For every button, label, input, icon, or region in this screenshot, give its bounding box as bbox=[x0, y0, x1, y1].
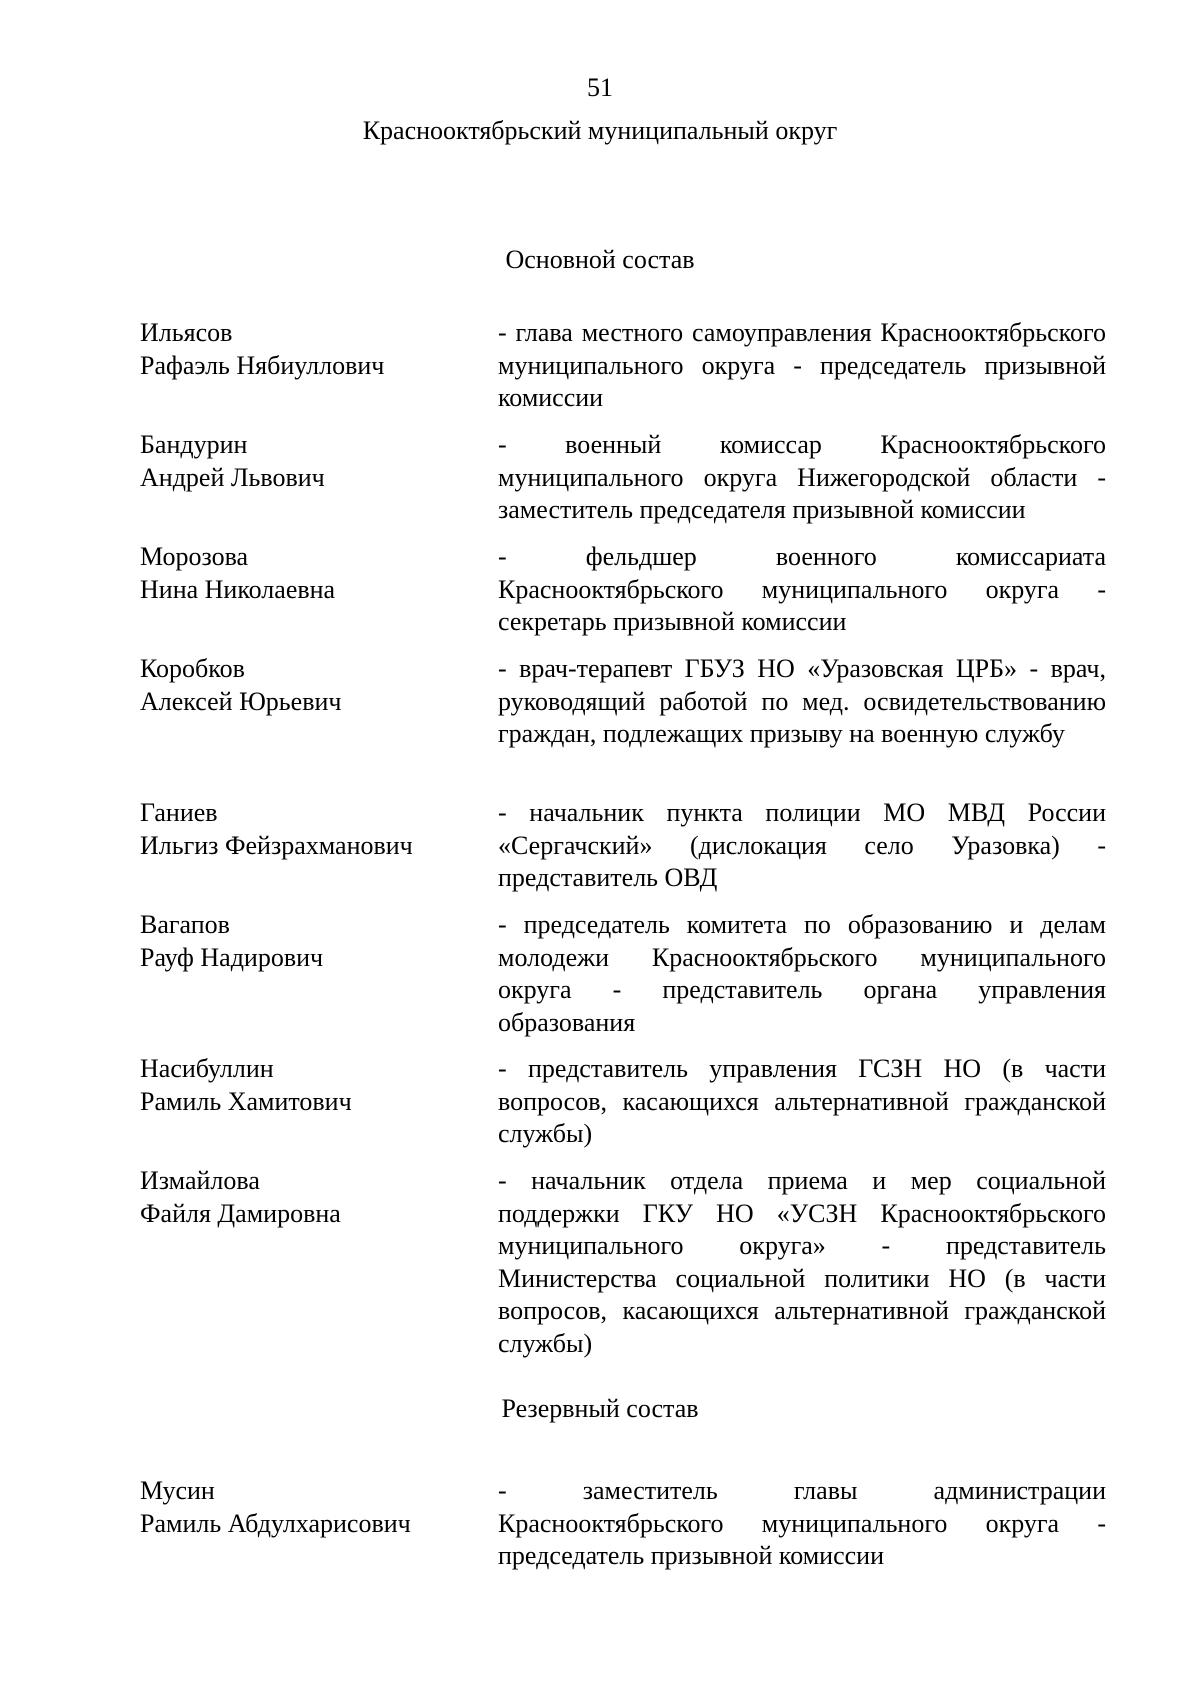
member-entry bbox=[140, 429, 1106, 527]
member-role: - заместитель главы администрации Краснооктябрьского муниципального округа - председатель призывной комиссии bbox=[498, 1476, 1106, 1570]
member-given-names: Рафаэль Нябиуллович bbox=[140, 350, 385, 380]
member-given-names: Андрей Львович bbox=[140, 462, 325, 492]
district-title: Краснооктябрьский муниципальный округ bbox=[362, 116, 838, 145]
member-name bbox=[140, 797, 498, 895]
member-role: - фельдшер военного комиссариата Краснооктябрьского муниципального округа - секретарь призывной комиссии bbox=[498, 542, 1106, 636]
member-name bbox=[140, 429, 498, 527]
member-surname: Коробков bbox=[140, 654, 245, 683]
member-role: - глава местного самоуправления Краснооктябрьского муниципального округа - председатель призывной комиссии bbox=[498, 318, 1106, 412]
member-surname: Ильясов bbox=[140, 318, 233, 347]
member-entry bbox=[140, 1165, 1106, 1360]
member-surname: Вагапов bbox=[140, 910, 230, 939]
member-role: - председатель комитета по образованию и делам молодежи Краснооктябрьского муниципального округа - представитель органа управления образования bbox=[498, 910, 1106, 1037]
member-given-names: Файля Дамировна bbox=[140, 1198, 341, 1228]
member-entry bbox=[140, 909, 1106, 1039]
member-entry bbox=[140, 653, 1106, 751]
member-name bbox=[140, 317, 498, 415]
member-role: - военный комиссар Краснооктябрьского муниципального округа Нижегородской области - заместитель председателя призывной комиссии bbox=[498, 430, 1106, 524]
member-name bbox=[140, 1475, 498, 1573]
member-role: - начальник пункта полиции МО МВД России «Сергачский» (дислокация село Уразовка) - представитель ОВД bbox=[498, 798, 1106, 892]
member-surname: Бандурин bbox=[140, 430, 248, 459]
member-name bbox=[140, 909, 498, 1039]
member-entry bbox=[140, 541, 1106, 639]
member-given-names: Рауф Надирович bbox=[140, 942, 324, 972]
member-given-names: Ильгиз Фейзрахманович bbox=[140, 830, 413, 860]
member-surname: Мусин bbox=[140, 1476, 215, 1505]
section-heading-main: Основной состав bbox=[505, 245, 695, 274]
member-name bbox=[140, 541, 498, 639]
member-surname: Насибуллин bbox=[140, 1054, 274, 1083]
member-name bbox=[140, 1165, 498, 1360]
member-surname: Измайлова bbox=[140, 1166, 260, 1195]
member-given-names: Рамиль Абдулхарисович bbox=[140, 1508, 411, 1538]
member-given-names: Алексей Юрьевич bbox=[140, 686, 342, 716]
member-role: - начальник отдела приема и мер социальной поддержки ГКУ НО «УСЗН Краснооктябрьского муниципального округа» - представитель Министерства социальной политики НО (в части вопросов, касающихся альтернативной гражданской службы) bbox=[498, 1166, 1106, 1358]
member-entry bbox=[140, 797, 1106, 895]
member-role: - врач-терапевт ГБУЗ НО «Уразовская ЦРБ» - врач, руководящий работой по мед. освидетельствованию граждан, подлежащих призыву на военную службу bbox=[498, 654, 1106, 748]
member-surname: Морозова bbox=[140, 542, 249, 571]
member-name bbox=[140, 653, 498, 751]
page-number: 51 bbox=[587, 73, 613, 102]
member-entry bbox=[140, 1475, 1106, 1573]
member-role: - представитель управления ГСЗН НО (в части вопросов, касающихся альтернативной гражданской службы) bbox=[498, 1054, 1106, 1148]
member-entry bbox=[140, 1053, 1106, 1151]
section-heading-reserve: Резервный состав bbox=[501, 1394, 699, 1423]
member-entry bbox=[140, 317, 1106, 415]
member-name bbox=[140, 1053, 498, 1151]
member-given-names: Рамиль Хамитович bbox=[140, 1086, 352, 1116]
member-surname: Ганиев bbox=[140, 798, 218, 827]
member-given-names: Нина Николаевна bbox=[140, 574, 336, 604]
